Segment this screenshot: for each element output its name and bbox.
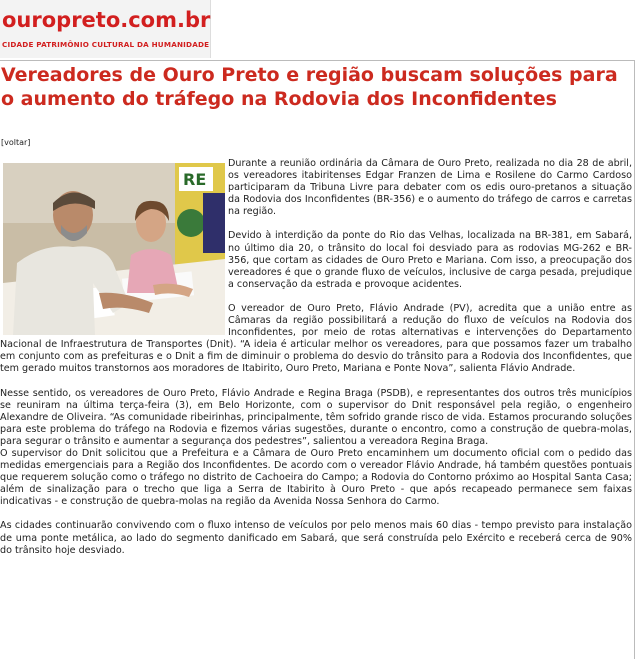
logo-text: ouropreto.com.br — [2, 8, 211, 32]
article-paragraph: O supervisor do Dnit solicitou que a Prefeitura e a Câmara de Ouro Preto encaminhem um documento oficial com o pedido das medidas emergenciais para a Região dos Inconfidentes. De acordo com o vereador Flávio Andrade, há também questões pontuais que requerem solução como o tráfego no distrito de Cachoeira do Campo; a Rodovia do Contorno próximo ao Hospital Santa Casa; além de sinalização para o trecho que liga a Serra de Itabirito à Ouro Preto - que após recapeado permanece sem faixas indicativas - e construção de quebra-molas na região da Avenida Nossa Senhora do Carmo. — [0, 447, 632, 508]
back-link[interactable]: [voltar] — [1, 138, 31, 147]
article-headline: Vereadores de Ouro Preto e região buscam soluções para o aumento do tráfego na Rodovia dos Inconfidentes — [1, 64, 618, 110]
site-header — [0, 0, 636, 60]
article-paragraph: Nesse sentido, os vereadores de Ouro Preto, Flávio Andrade e Regina Braga (PSDB), e representantes dos outros três municípios se reuniram na última terça-feira (3), em Belo Horizonte, com o supervisor do Dnit responsável pela região, o engenheiro Alexandre de Oliveira. “As comunidade ribeirinhas, principalmente, têm sofrido grande risco de vida. Estamos procurando soluções para este problema do tráfego na Rodovia e fizemos várias sugestões, durante o encontro, como a construção de quebra-molas, para segurar o trânsito e aumentar a segurança dos pedestres”, salientou a vereadora Regina Braga. — [0, 387, 632, 447]
article-paragraph: O vereador de Ouro Preto, Flávio Andrade (PV), acredita que a união entre as Câmaras da região possibilitará a redução do fluxo de veículos na Rodovia dos Inconfidentes, por meio de rotas alternativas e intervenções do Departamento Nacional de Infraestrutura de Transportes (Dnit). “A ideia é articular melhor os vereadores, para que possamos fazer um trabalho em conjunto com as prefeituras e o Dnit a fim de diminuir o problema do desvio do trânsito para a Rodovia dos Inconfidentes, que tem gerado muitos transtornos aos moradores de Itabirito, Ouro Preto, Mariana e Ponte Nova”, salienta Flávio Andrade. — [0, 302, 632, 375]
logo-tagline: CIDADE PATRIMÔNIO CULTURAL DA HUMANIDADE — [2, 40, 210, 49]
photo-banner-text: RE — [183, 170, 207, 189]
article-paragraph: Durante a reunião ordinária da Câmara de Ouro Preto, realizada no dia 28 de abril, os vereadores itabiritenses Edgar Franzen de Lima e Rosilene do Carmo Cardoso participaram da Tribuna Livre para debater com os edis ouro-pretanos a situação da Rodovia dos Inconfidentes (BR-356) e o aumento do tráfego de carros e carretas na região. — [228, 158, 632, 218]
site-logo[interactable] — [0, 0, 211, 58]
photo-spacer — [0, 158, 228, 336]
article-paragraph: Devido à interdição da ponte do Rio das Velhas, localizada na BR-381, em Sabará, no último dia 20, o trânsito do local foi desviado para as rodovias MG-262 e BR-356, que cortam as cidades de Ouro Preto e Mariana. Com isso, a preocupação dos vereadores é que o grande fluxo de veículos, inclusive de carga pesada, prejudique a conservação da estrada e provoque acidentes. — [228, 230, 632, 290]
article-body — [0, 158, 632, 569]
article-paragraph: As cidades continuarão convivendo com o fluxo intenso de veículos por pelo menos mais 60 dias - tempo previsto para instalação de uma ponte metálica, ao lado do segmento danificado em Sabará, que será construída pelo Exército e receberá cerca de 90% do trânsito hoje desviado. — [0, 520, 632, 556]
